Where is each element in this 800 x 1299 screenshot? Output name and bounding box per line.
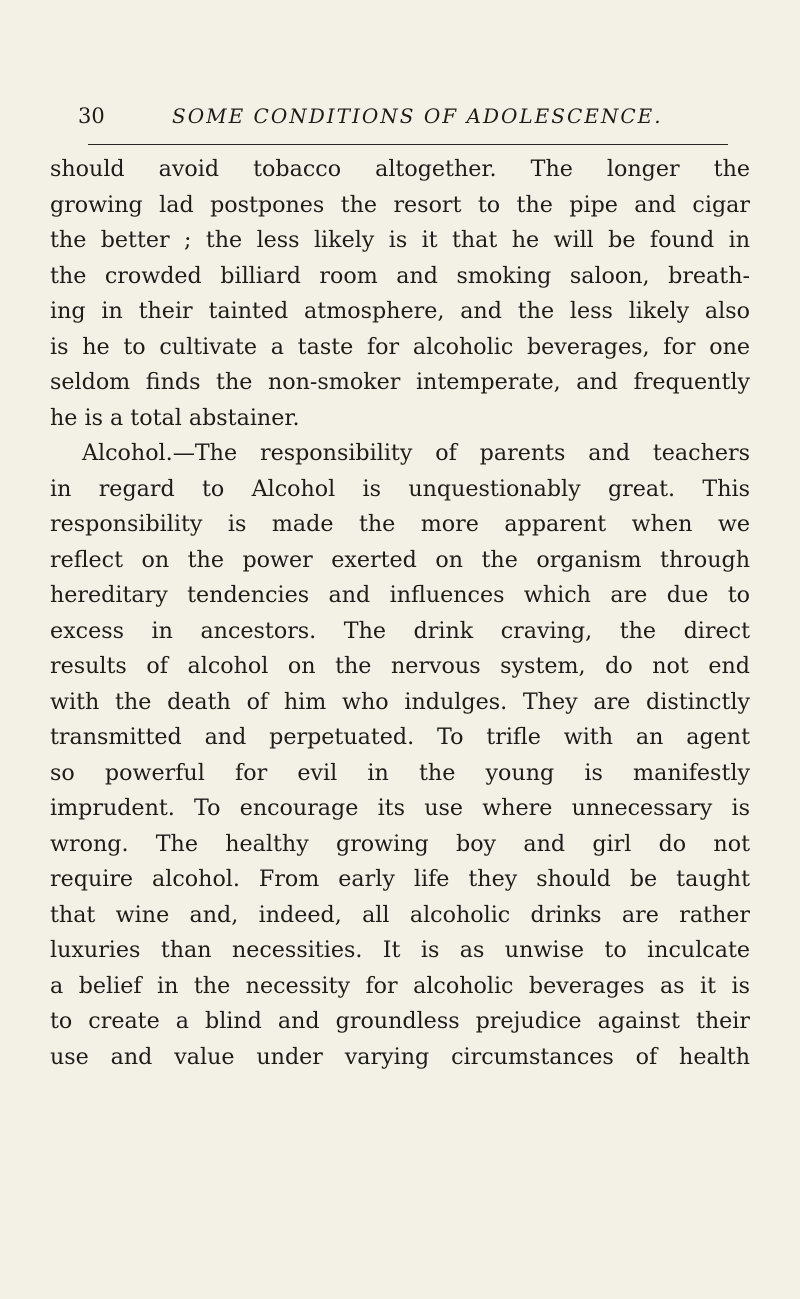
text-line: excess in ancestors. The drink craving, the direct: [50, 617, 750, 644]
text-line: reflect on the power exerted on the organism through: [50, 546, 750, 573]
text-line: the better ; the less likely is it that he will be found in: [50, 227, 750, 253]
text-line: ing in their tainted atmosphere, and the less likely also: [50, 298, 750, 324]
running-title: SOME CONDITIONS OF ADOLESCENCE.: [172, 104, 663, 128]
text-line: results of alcohol on the nervous system, do not end: [50, 653, 750, 679]
text-line: responsibility is made the more apparent when we: [50, 511, 750, 537]
text-line: he is a total abstainer.: [50, 404, 300, 431]
text-line: with the death of him who indulges. They are distinctly: [50, 688, 750, 715]
text-line: in regard to Alcohol is unquestionably great. This: [50, 475, 750, 502]
text-line: that wine and, indeed, all alcoholic drinks are rather: [50, 901, 750, 928]
page-number: 30: [78, 104, 105, 128]
text-line: luxuries than necessities. It is as unwise to inculcate: [50, 937, 750, 963]
running-head: [78, 98, 738, 138]
text-line: seldom finds the non-smoker intemperate, and frequently: [50, 369, 750, 395]
text-line: should avoid tobacco altogether. The longer the: [50, 156, 750, 182]
text-line: wrong. The healthy growing boy and girl do not: [50, 830, 750, 857]
text-line: so powerful for evil in the young is manifestly: [50, 759, 750, 786]
header-rule: [88, 144, 728, 145]
text-line: Alcohol.—The responsibility of parents and teachers: [82, 440, 750, 466]
text-line: growing lad postpones the resort to the pipe and cigar: [50, 191, 750, 218]
text-line: a belief in the necessity for alcoholic beverages as it is: [50, 972, 750, 999]
text-line: hereditary tendencies and influences which are due to: [50, 582, 750, 608]
body-text: [50, 152, 750, 1075]
text-line: to create a blind and groundless prejudice against their: [50, 1008, 750, 1034]
text-line: transmitted and perpetuated. To trifle with an agent: [50, 724, 750, 750]
text-line: the crowded billiard room and smoking saloon, breath-: [50, 262, 750, 289]
text-line: is he to cultivate a taste for alcoholic beverages, for one: [50, 333, 750, 360]
text-line: require alcohol. From early life they should be taught: [50, 866, 750, 892]
text-line: use and value under varying circumstances of health: [50, 1043, 750, 1070]
text-line: imprudent. To encourage its use where unnecessary is: [50, 795, 750, 821]
